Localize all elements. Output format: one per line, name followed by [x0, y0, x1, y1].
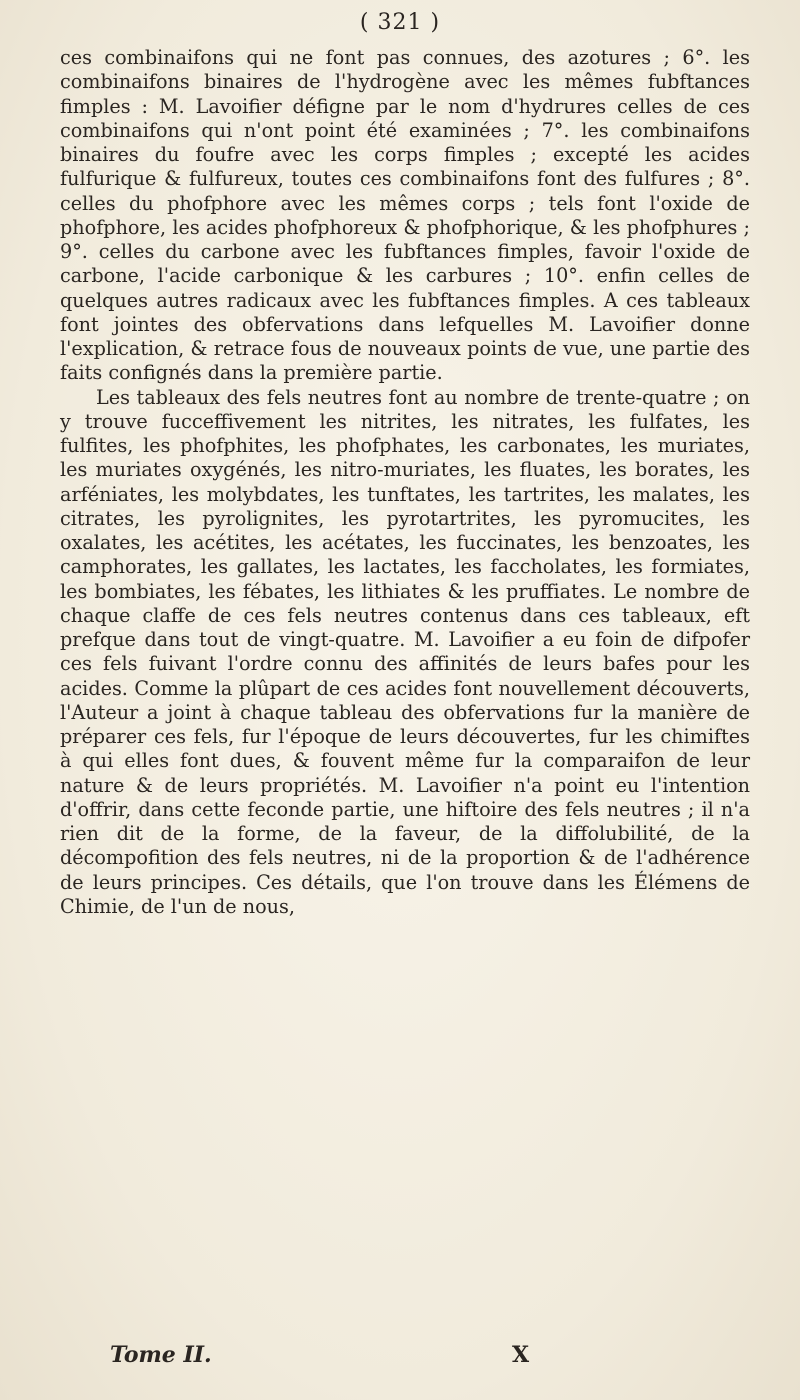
page-number: ( 321 )	[359, 10, 441, 35]
signature-mark: X	[512, 1342, 530, 1368]
body-text	[60, 46, 750, 919]
page-footer	[110, 1342, 730, 1368]
paragraph-2: Les tableaux des fels neutres font au nombre de trente-quatre ; on y trouve fucceffivement les nitrites, les nitrates, les fulfates, les fulfites, les phofphites, les phofphates, les carbonates, les muriates, les muriates oxygénés, les nitro-muriates, les fluates, les borates, les arféniates, les molybdates, les tunftates, les tartrites, les malates, les citrates, les pyrolignites, les pyrotartrites, les pyromucites, les oxalates, les acétites, les acétates, les fuccinates, les benzoates, les camphorates, les gallates, les lactates, les faccholates, les formiates, les bombiates, les fébates, les lithiates & les pruffiates. Le nombre de chaque claffe de ces fels neutres contenus dans ces tableaux, eft prefque dans tout de vingt-quatre. M. Lavoifier a eu foin de difpofer ces fels fuivant l'ordre connu des affinités de leurs bafes pour les acides. Comme la plûpart de ces acides font nouvellement découverts, l'Auteur a joint à chaque tableau des obfervations fur la manière de préparer ces fels, fur l'époque de leurs découvertes, fur les chimiftes à qui elles font dues, & fouvent même fur la comparaifon de leur nature & de leurs propriétés. M. Lavoifier n'a point eu l'intention d'offrir, dans cette feconde partie, une hiftoire des fels neutres ; il n'a rien dit de la forme, de la faveur, de la diffolubilité, de la décompofition des fels neutres, ni de la proportion & de l'adhérence de leurs principes. Ces détails, que l'on trouve dans les Élémens de Chimie, de l'un de nous,	[60, 385, 750, 918]
paragraph-1: ces combinaifons qui ne font pas connues, des azotures ; 6°. les combinaifons binaires de l'hydrogène avec les mêmes fubftances fimples : M. Lavoifier défigne par le nom d'hydrures celles de ces combinaifons qui n'ont point été examinées ; 7°. les combinaifons binaires du foufre avec les corps fimples ; excepté les acides fulfurique & fulfureux, toutes ces combinaifons font des fulfures ; 8°. celles du phofphore avec les mêmes corps ; tels font l'oxide de phofphore, les acides phofphoreux & phofphorique, & les phofphures ; 9°. celles du carbone avec les fubftances fimples, favoir l'oxide de carbone, l'acide carbonique & les carbures ; 10°. enfin celles de quelques autres radicaux avec les fubftances fimples. A ces tableaux font jointes des obfervations dans lefquelles M. Lavoifier donne l'explication, & retrace fous de nouveaux points de vue, une partie des faits confignés dans la première partie.	[60, 46, 750, 385]
volume-label: Tome II.	[110, 1342, 212, 1368]
